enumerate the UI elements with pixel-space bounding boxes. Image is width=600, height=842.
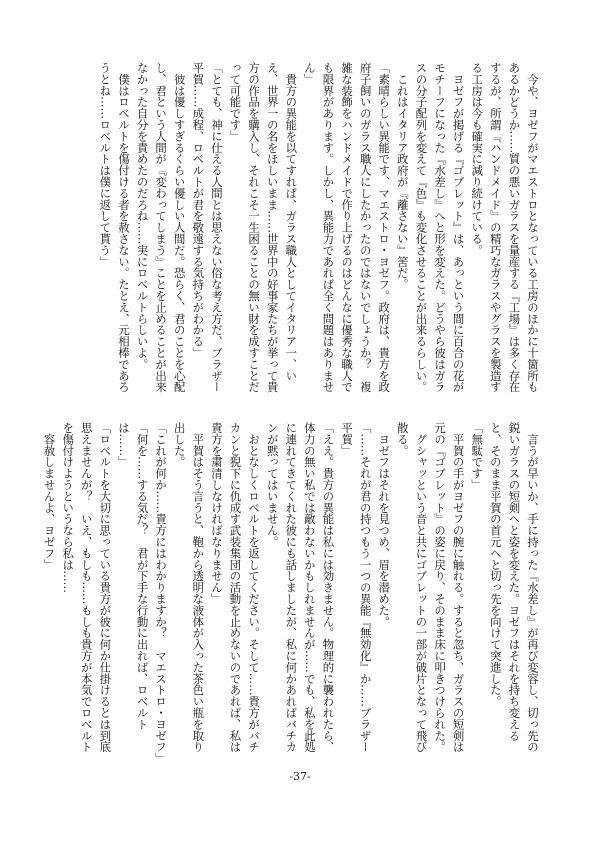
paragraph: ヨゼフが掲げる『ゴブレット』は、あっという間に百合の花がモチーフになった『水差し』へと形を変えた。どうやら彼はガラスの分子配列を変えて『色』も変化させることが出来るらしい。 (414, 62, 466, 393)
dialogue: 「とても、神に仕える人間とは思えない俗な考え方だ、ブラザー平賀……成程、ロベルトが君を敬遠する気持ちがわかる」 (191, 62, 224, 393)
dialogue: 「素晴らしい異能です、マエストロ・ヨゼフ。政府は、貴方を政府子飼いのガラス職人にしたかったのではないでしょうか？ 複雑な装飾をハンドメイドで作り上げるのはどんなに優秀な職人でも限界があります。しかし、異能力であれば全く問題はありません」 (302, 62, 392, 393)
paragraph: 平賀はそう言うと、鞄から透明な液体が入った茶色い瓶を取り出した。 (172, 422, 206, 753)
paragraph: 言うが早いか、手に持った『水差し』が再び変容し、切っ先の鋭いガラスの短剣へと姿を変えた。ヨゼフはそれを持ち変えると、そのまま平賀の首元へと切っ先を向けて突進した。 (488, 422, 540, 753)
paragraph: 平賀の手がヨゼフの腕に触れる。すると忽ち、ガラスの短剣は元の『ゴブレット』の姿に戻り、そのまま床に叩きつけられた。 (433, 422, 466, 753)
paragraph: 僕はロベルトを傷付ける者を赦さない。たとえ、元相棒であろうとね……ロベルトは僕に返して貰う」 (98, 62, 131, 393)
paragraph: 今や、ヨゼフがマエストロとなっている工房のほかに十箇所もあるかどうか……質の悪いガラスを量産する『工場』は多く存在するが、所謂『ハンドメイド』の精巧なガラスやグラスを製造する工房は今も確実に減り続けている。 (470, 62, 540, 393)
paragraph: 容赦しませんよ、ヨゼフ」 (42, 422, 57, 571)
paragraph: おとなしくロベルトを返してください。そして……貴方がバチカンと猊下に仇成す武装集団の活動を止めないのであれば、私は貴方を粛清しなければなりません」 (209, 422, 262, 753)
paragraph: これはイタリア政府が『離さない』筈だ。 (395, 62, 410, 290)
dialogue: 「ええ。貴方の異能は私には効きません。物理的に襲われたら、体力の無い私では敵わないかもしれませんが……でも、私を此処に連れてきてくれた彼にも話しましたが、私に何かあればバチカンが黙ってはいません。 (265, 422, 336, 753)
dialogue: 「ロベルトを大切に思っている貴方が彼に何か仕掛けるとは到底思えませんが？ いえ、もしも……もしも貴方が本気でロベルトを傷付けようというなら私は…… (61, 422, 113, 753)
dialogue: 「これが何か……貴方にはわかりますか？ マエストロ・ヨゼフ」 (154, 422, 169, 764)
paragraph: ヨゼフはそれを見つめ、眉を潜めた。 (377, 422, 392, 628)
paragraph: 貴方の異能を以てすれば、ガラス職人としてイタリア一、いえ、世界一の名をほしいまま……世界中の好事家たちが挙って貴方の作品を購入し、それこそ一生困ることの無い財を成すことだって可能です」 (228, 62, 299, 393)
paragraph: 彼は優しすぎるくらい優しい人間だ。恐らく、君のことを心配し、君という人間が『変わってしまう』ことを止めることが出来なかった自分を責めたのだろね……実にロベルトらしいよ。 (135, 62, 187, 393)
dialogue: 「無駄です」 (470, 422, 485, 491)
bottom-text-block (42, 422, 542, 764)
dialogue: 「何を……する気だ？ 君が下手な行動に出れば、ロベルトは……」 (116, 422, 150, 730)
paragraph: グシャッという音と共にゴブレットの一部が破片となって飛び散る。 (395, 422, 429, 753)
page-number: -37- (289, 770, 311, 783)
dialogue: 「……それが君の持つもう一つの異能『無効化』か……ブラザー平賀」 (340, 422, 373, 753)
top-text-block (80, 62, 542, 402)
